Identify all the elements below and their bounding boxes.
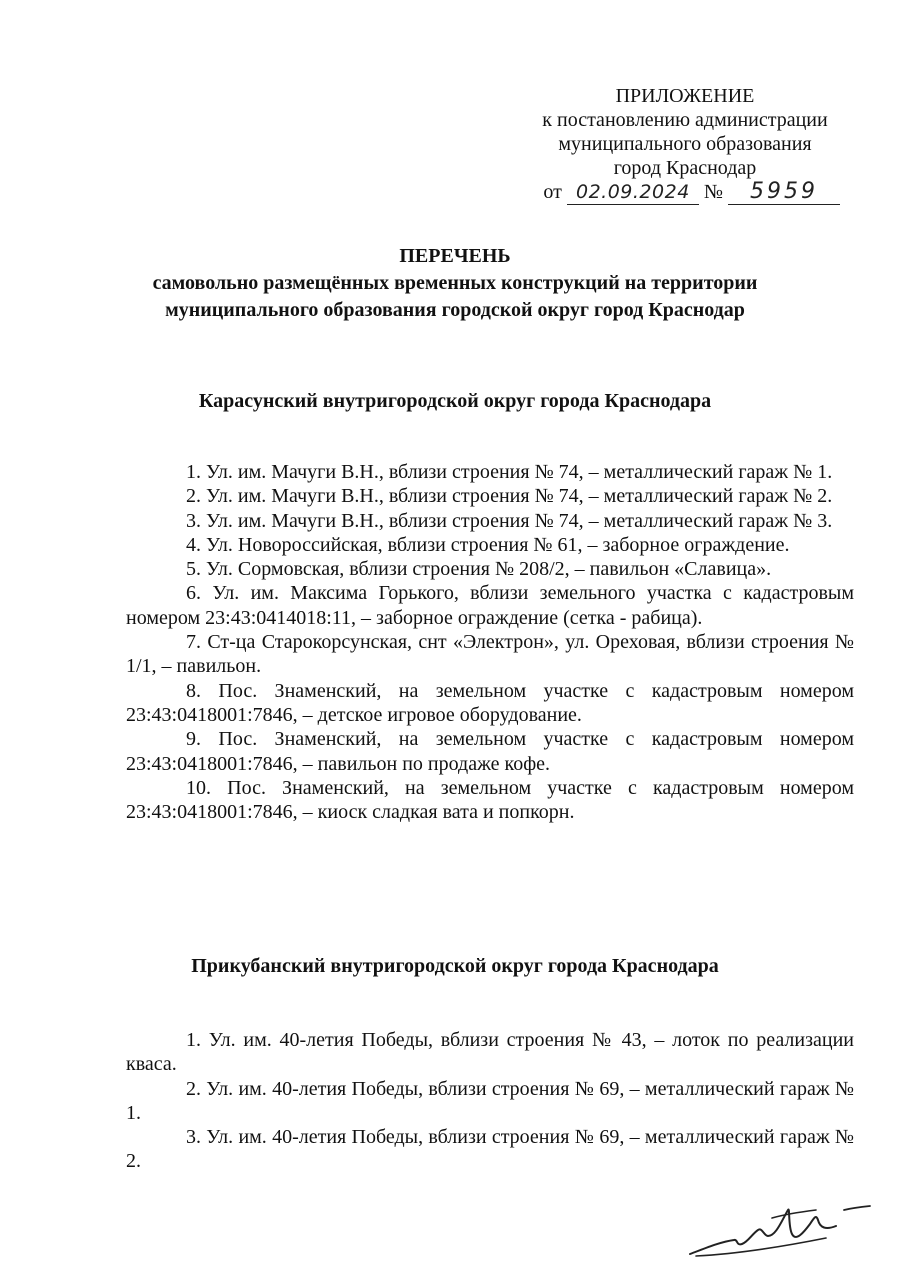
appendix-title: ПРИЛОЖЕНИЕ [615, 85, 755, 107]
handwritten-date: 02.09.2024 [567, 180, 699, 205]
list-item: 1. Ул. им. 40-летия Победы, вблизи строения № 43, – лоток по реализации кваса. [126, 1029, 854, 1076]
appendix-line-1: к постановлению администрации [542, 109, 828, 131]
document-title: ПЕРЕЧЕНЬ [399, 245, 511, 267]
list-item: 9. Пос. Знаменский, на земельном участке с кадастровым номером 23:43:0418001:7846, – павильон по продаже кофе. [126, 728, 854, 775]
list-item: 1. Ул. им. Мачуги В.Н., вблизи строения № 74, – металлический гараж № 1. [186, 461, 833, 483]
list-item: 2. Ул. им. 40-летия Победы, вблизи строения № 69, – металлический гараж № 1. [126, 1077, 854, 1124]
district-heading-prikubansky: Прикубанский внутригородской округ города Краснодара [191, 955, 719, 977]
list-item: 5. Ул. Сормовская, вблизи строения № 208/2, – павильон «Славица». [186, 558, 772, 581]
document-subtitle-line-1: самовольно размещённых временных конструкций на территории [152, 272, 758, 294]
district-heading-karasunsky: Карасунский внутригородской округ города Краснодара [198, 390, 712, 412]
number-prefix: № [703, 181, 723, 203]
list-item: 7. Ст-ца Старокорсунская, снт «Электрон», ул. Ореховая, вблизи строения № 1/1, – павильон. [126, 631, 854, 678]
appendix-line-2: муниципального образования [558, 133, 812, 155]
list-item: 6. Ул. им. Максима Горького, вблизи земельного участка с кадастровым номером 23:43:0414018:11, – заборное ограждение (сетка - рабица). [126, 582, 854, 629]
list-prikubansky [126, 1028, 854, 1174]
date-prefix: от [543, 181, 562, 203]
list-item: 4. Ул. Новороссийская, вблизи строения № 61, – заборное ограждение. [186, 533, 790, 556]
appendix-date-row [520, 180, 850, 205]
handwritten-number: 5959 [728, 180, 840, 205]
list-item: 10. Пос. Знаменский, на земельном участке с кадастровым номером 23:43:0418001:7846, – киоск сладкая вата и попкорн. [126, 776, 854, 824]
document-subtitle-line-2: муниципального образования городской округ город Краснодар [165, 299, 745, 321]
list-karasunsky [126, 460, 854, 824]
handwritten-signature-icon [676, 1196, 886, 1266]
document-title-block [60, 243, 850, 324]
list-item: 3. Ул. им. 40-летия Победы, вблизи строения № 69, – металлический гараж № 2. [126, 1126, 854, 1173]
appendix-block [520, 84, 850, 205]
list-item: 3. Ул. им. Мачуги В.Н., вблизи строения № 74, – металлический гараж № 3. [186, 509, 833, 532]
list-item: 2. Ул. им. Мачуги В.Н., вблизи строения № 74, – металлический гараж № 2. [186, 485, 833, 508]
list-item: 8. Пос. Знаменский, на земельном участке с кадастровым номером 23:43:0418001:7846, – детское игровое оборудование. [126, 679, 854, 726]
appendix-line-3: город Краснодар [613, 157, 757, 179]
